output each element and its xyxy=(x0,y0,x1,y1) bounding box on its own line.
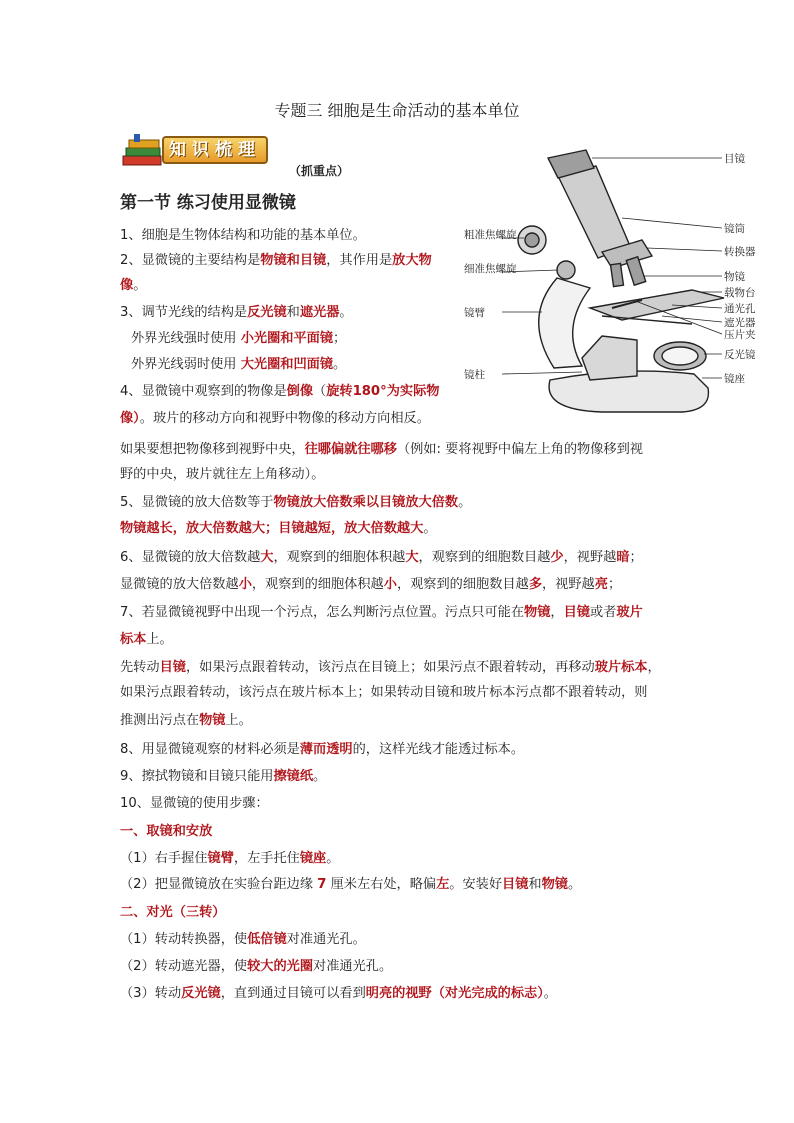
body-text: ，观察到的细胞数目越 xyxy=(418,550,551,565)
body-text: 显微镜的放大倍数越 xyxy=(120,577,239,592)
highlight-text: 标本 xyxy=(120,632,147,647)
text-line xyxy=(120,767,326,787)
page-title: 专题三 细胞是生命活动的基本单位 xyxy=(274,101,520,120)
body-text: 1、细胞是生物体结构和功能的基本单位。 xyxy=(120,228,366,243)
highlight-text: 明亮的视野（对光完成的标志） xyxy=(365,986,544,1001)
body-text: 如果污点跟着转动，该污点在玻片标本上；如果转动目镜和玻片标本污点都不跟着转动，则 xyxy=(120,685,648,700)
text-line xyxy=(120,226,366,246)
body-text: （2）转动遮光器，使 xyxy=(120,959,248,974)
highlight-text: 倒像 xyxy=(286,384,314,399)
body-text: 外界光线强时使用 xyxy=(131,331,241,346)
body-text: 和 xyxy=(286,305,300,320)
body-text: 。 xyxy=(339,305,353,320)
books-icon xyxy=(120,132,166,170)
highlight-text: 物镜放大倍数乘以目镜放大倍数 xyxy=(273,495,459,510)
body-text: 和 xyxy=(528,877,542,892)
text-line xyxy=(120,493,471,513)
body-text: ； xyxy=(607,577,622,592)
body-text: 10、显微镜的使用步骤： xyxy=(120,796,269,811)
section-heading: 第一节 练习使用显微镜 xyxy=(120,193,296,213)
text-line xyxy=(120,740,524,760)
highlight-text: 目镜 xyxy=(563,605,590,620)
body-text: 野的中央，玻片就往左上角移动）。 xyxy=(120,467,325,482)
body-text: 。 xyxy=(326,851,340,866)
highlight-text: 亮 xyxy=(594,577,608,592)
body-text: ，观察到的细胞数目越 xyxy=(396,577,529,592)
body-text: ； xyxy=(333,331,347,346)
highlight-text: 目镜 xyxy=(502,877,529,892)
highlight-text: 低倍镜 xyxy=(247,932,287,947)
label-base: 镜座 xyxy=(724,373,745,385)
text-line xyxy=(120,519,437,539)
label-mirror: 反光镜 xyxy=(724,349,756,361)
text-line xyxy=(120,822,212,842)
highlight-text: 像 xyxy=(120,278,134,293)
text-line xyxy=(120,575,621,595)
body-text: 的，这样光线才能透过标本。 xyxy=(352,742,525,757)
body-text: 4、显微镜中观察到的物像是 xyxy=(120,384,287,399)
text-line xyxy=(120,630,173,650)
body-text: 2、显微镜的主要结构是 xyxy=(120,253,261,268)
body-text: 对准通光孔。 xyxy=(313,959,393,974)
highlight-text: 大 xyxy=(260,550,274,565)
body-text: 先转动 xyxy=(120,660,160,675)
body-text: （3）转动 xyxy=(120,986,182,1001)
body-text: 。安装好 xyxy=(449,877,503,892)
text-line xyxy=(120,683,648,703)
body-text: 对准通光孔。 xyxy=(286,932,366,947)
highlight-text: 大光圈和凹面镜 xyxy=(240,357,334,372)
body-text: 8、用显微镜观察的材料必须是 xyxy=(120,742,300,757)
body-text: 。 xyxy=(333,357,347,372)
label-arm: 镜臂 xyxy=(464,307,485,319)
body-text: ； xyxy=(629,550,643,565)
body-text: ，观察到的细胞体积越 xyxy=(273,550,406,565)
highlight-text: 物镜 xyxy=(541,877,568,892)
highlight-text: 物镜 xyxy=(524,605,551,620)
highlight-text: 较大的光圈 xyxy=(247,959,314,974)
highlight-text: 一、取镜和安放 xyxy=(120,824,213,839)
text-line xyxy=(131,355,346,375)
text-line xyxy=(120,875,581,895)
text-line xyxy=(120,251,432,271)
text-line xyxy=(131,329,346,349)
text-line xyxy=(120,303,353,323)
text-line xyxy=(120,276,146,296)
text-line xyxy=(120,658,661,678)
text-line xyxy=(120,984,557,1004)
highlight-text: 物镜越长，放大倍数越大；目镜越短，放大倍数越大 xyxy=(120,521,424,536)
highlight-text: 大 xyxy=(405,550,419,565)
highlight-text: 玻片标本 xyxy=(594,660,648,675)
highlight-text: 小 xyxy=(238,577,252,592)
body-text: 5、显微镜的放大倍数等于 xyxy=(120,495,274,510)
body-text: ， xyxy=(647,660,661,675)
highlight-text: 物镜 xyxy=(199,713,226,728)
highlight-text: 7 xyxy=(317,877,327,892)
highlight-text: 多 xyxy=(528,577,542,592)
highlight-text: 遮光器 xyxy=(299,305,340,320)
highlight-text: 薄而透明 xyxy=(299,742,353,757)
label-converter: 转换器 xyxy=(724,246,756,258)
body-text: （ xyxy=(313,384,327,399)
highlight-text: 擦镜纸 xyxy=(273,769,314,784)
body-text: ，如果污点跟着转动，该污点在目镜上；如果污点不跟着转动，再移动 xyxy=(185,660,595,675)
body-text: 9、擦拭物镜和目镜只能用 xyxy=(120,769,274,784)
label-clip: 压片夹 xyxy=(724,329,756,341)
label-aperture: 通光孔 xyxy=(724,303,756,315)
text-line xyxy=(120,409,430,429)
text-line xyxy=(120,382,439,402)
text-line xyxy=(120,849,339,869)
body-text: 3、调节光线的结构是 xyxy=(120,305,248,320)
highlight-text: 镜臂 xyxy=(207,851,234,866)
highlight-text: 像） xyxy=(120,411,140,426)
highlight-text: 小光圈和平面镜 xyxy=(240,331,334,346)
body-text: （2）把显微镜放在实验台距边缘 xyxy=(120,877,318,892)
label-objective: 物镜 xyxy=(724,271,745,283)
highlight-text: 左 xyxy=(436,877,450,892)
body-text: 推测出污点在 xyxy=(120,713,200,728)
body-text: ，其作用是 xyxy=(326,253,393,268)
highlight-text: 反光镜 xyxy=(247,305,287,320)
text-line xyxy=(120,465,324,485)
highlight-text: 少 xyxy=(550,550,564,565)
banner-note: （抓重点） xyxy=(289,164,350,178)
body-text: 厘米左右处，略偏 xyxy=(326,877,437,892)
body-text: 。 xyxy=(458,495,472,510)
text-line xyxy=(120,794,269,814)
highlight-text: 暗 xyxy=(616,550,630,565)
label-pillar: 镜柱 xyxy=(464,369,485,381)
body-text: （例如: 要将视野中偏左上角的物像移到视 xyxy=(396,442,643,457)
text-line xyxy=(120,930,366,950)
highlight-text: 反光镜 xyxy=(181,986,221,1001)
text-line xyxy=(120,548,643,568)
body-text: 或者 xyxy=(589,605,617,620)
body-text: ，视野越 xyxy=(542,577,595,592)
highlight-text: 镜座 xyxy=(299,851,327,866)
text-line xyxy=(120,903,226,923)
text-line xyxy=(120,603,643,623)
highlight-text: 目镜 xyxy=(159,660,186,675)
banner-label: 知识梳理 xyxy=(162,136,268,164)
microscope-diagram xyxy=(462,148,772,418)
text-line xyxy=(120,957,392,977)
body-text: 上。 xyxy=(225,713,252,728)
label-tube: 镜筒 xyxy=(724,223,745,235)
body-text: ， xyxy=(550,605,564,620)
body-text: 。 xyxy=(543,986,557,1001)
body-text: 6、显微镜的放大倍数越 xyxy=(120,550,261,565)
body-text: ，直到通过目镜可以看到 xyxy=(220,986,366,1001)
body-text: 。 xyxy=(423,521,437,536)
text-line xyxy=(120,440,643,460)
body-text: ，左手托住 xyxy=(233,851,300,866)
body-text: 如果要想把物像移到视野中央， xyxy=(120,442,305,457)
body-text: 。玻片的移动方向和视野中物像的移动方向相反。 xyxy=(139,411,430,426)
body-text: （1）转动转换器，使 xyxy=(120,932,248,947)
body-text: （1）右手握住 xyxy=(120,851,208,866)
body-text: 。 xyxy=(567,877,582,892)
text-line xyxy=(120,711,252,731)
label-stage: 载物台 xyxy=(724,287,756,299)
label-eyepiece: 目镜 xyxy=(724,153,745,165)
body-text: 。 xyxy=(133,278,147,293)
body-text: ，视野越 xyxy=(563,550,617,565)
body-text: ，观察到的细胞体积越 xyxy=(251,577,384,592)
body-text: 上。 xyxy=(146,632,173,647)
knowledge-banner xyxy=(120,132,280,170)
highlight-text: 玻片 xyxy=(616,605,643,620)
highlight-text: 物镜和目镜 xyxy=(260,253,327,268)
highlight-text: 放大物 xyxy=(392,253,432,268)
label-diaphragm: 遮光器 xyxy=(724,317,756,329)
highlight-text: 小 xyxy=(383,577,397,592)
body-text: 外界光线弱时使用 xyxy=(131,357,241,372)
body-text: 7、若显微镜视野中出现一个污点，怎么判断污点位置。污点只可能在 xyxy=(120,605,525,620)
body-text: 。 xyxy=(313,769,327,784)
label-fine-adjustment: 细准焦螺旋 xyxy=(464,263,517,275)
highlight-text: 二、对光（三转） xyxy=(120,905,226,920)
highlight-text: 往哪偏就往哪移 xyxy=(304,442,397,457)
label-coarse-adjustment: 粗准焦螺旋 xyxy=(464,229,517,241)
highlight-text: 旋转180°为实际物 xyxy=(326,384,440,399)
